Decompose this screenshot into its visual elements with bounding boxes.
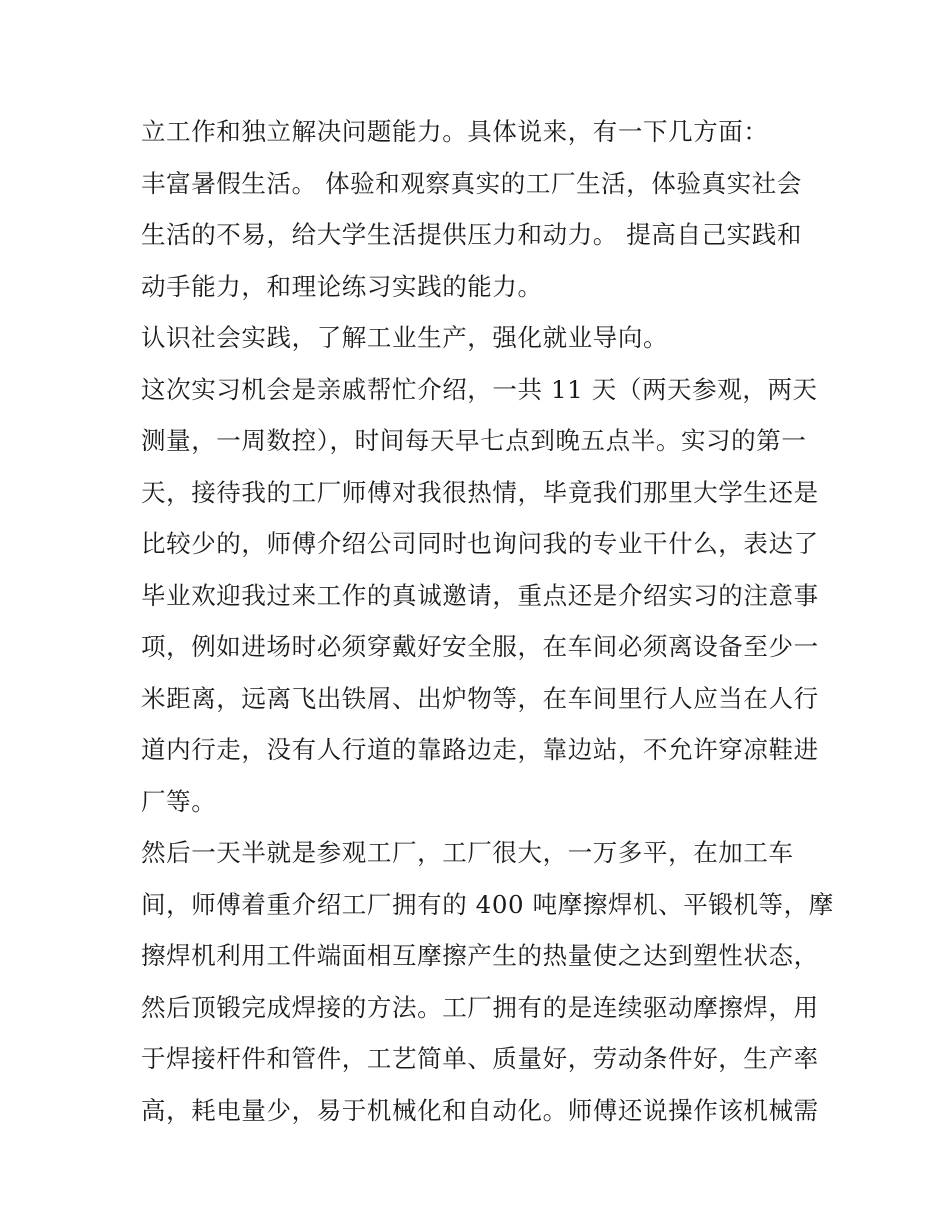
text-line: 生活的不易，给大学生活提供压力和动力。 提高自己实践和 (141, 220, 802, 249)
text-line: 项，例如进场时必须穿戴好安全服，在车间必须离设备至少一 (141, 632, 819, 661)
text-line: 动手能力，和理论练习实践的能力。 (141, 271, 543, 301)
text-line: 毕业欢迎我过来工作的真诚邀请，重点还是介绍实习的注意事 (141, 580, 819, 610)
text-line: 这次实习机会是亲戚帮忙介绍，一共 11 天（两天参观，两天 (141, 374, 818, 404)
body-text (141, 110, 834, 1140)
text-line: 然后顶锻完成焊接的方法。工厂拥有的是连续驱动摩擦焊，用 (141, 992, 819, 1022)
text-line: 于焊接杆件和管件，工艺简单、质量好，劳动条件好，生产率 (141, 1044, 819, 1073)
text-line: 高，耗电量少，易于机械化和自动化。师傅还说操作该机械需 (141, 1095, 819, 1125)
text-line: 道内行走，没有人行道的靠路边走，靠边站，不允许穿凉鞋进 (141, 735, 819, 764)
text-line: 测量，一周数控），时间每天早七点到晚五点半。实习的第一 (141, 426, 807, 455)
text-line: 然后一天半就是参观工厂，工厂很大，一万多平，在加工车 (141, 838, 794, 867)
text-line: 立工作和独立解决问题能力。具体说来，有一下几方面： (141, 117, 769, 146)
text-line: 米距离，远离飞出铁屑、出炉物等，在车间里行人应当在人行 (141, 683, 819, 713)
text-line: 丰富暑假生活。 体验和观察真实的工厂生活，体验真实社会 (141, 168, 802, 198)
text-line: 比较少的，师傅介绍公司同时也询问我的专业干什么，表达了 (141, 529, 819, 558)
text-line: 厂等。 (141, 786, 217, 816)
text-line: 认识社会实践，了解工业生产，强化就业导向。 (141, 323, 669, 352)
text-line: 间，师傅着重介绍工厂拥有的 400 吨摩擦焊机、平锻机等，摩 (141, 889, 834, 919)
text-line: 擦焊机利用工件端面相互摩擦产生的热量使之达到塑性状态， (141, 941, 819, 970)
text-line: 天，接待我的工厂师傅对我很热情，毕竟我们那里大学生还是 (141, 477, 819, 507)
